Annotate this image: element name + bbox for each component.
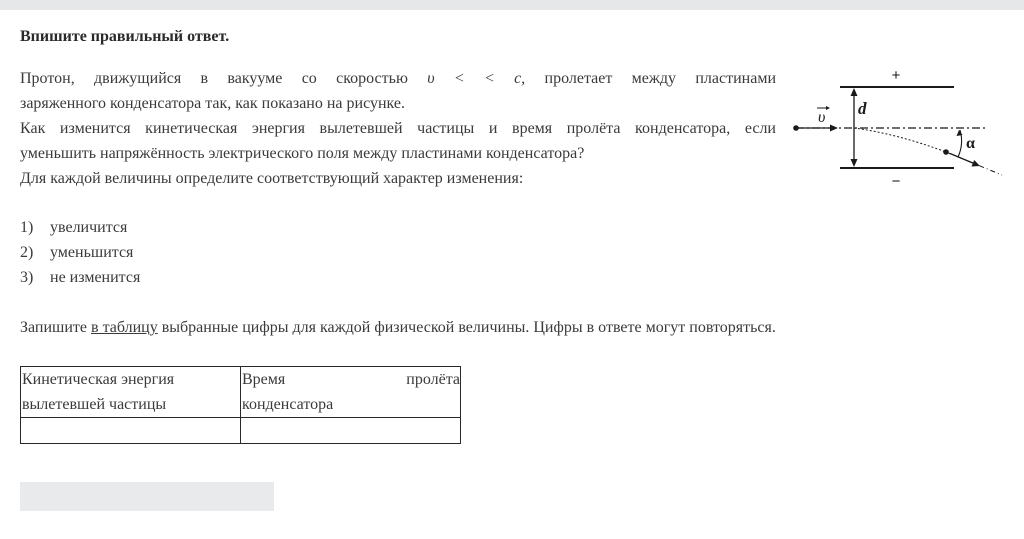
answer-table: [20, 366, 461, 444]
top-bar: [0, 0, 1024, 10]
task-line-2: заряженного конденсатора так, как показано на рисунке.: [20, 95, 406, 112]
option-text: не изменится: [50, 269, 141, 286]
instruction-after: выбранные цифры для каждой физической величины. Цифры в ответе могут повторяться.: [157, 319, 776, 336]
capacitor-diagram: [788, 64, 1012, 186]
option-3: [20, 265, 140, 290]
distance-arrow-head-top: [851, 88, 858, 96]
instruction-text: [20, 315, 776, 340]
speed-condition: υ < < c,: [427, 70, 526, 87]
deflected-path: [854, 128, 946, 152]
task-text: [20, 66, 776, 191]
header-flight-time: [241, 367, 461, 418]
option-text: увеличится: [50, 219, 128, 236]
velocity-vector-bar-head: [826, 106, 830, 110]
answer-submit-placeholder[interactable]: [20, 482, 274, 511]
task-line-3: Как изменится кинетическая энергия вылетевшей частицы и время пролёта конденсатора, если: [20, 120, 776, 137]
header-kinetic-energy-line-1: Кинетическая энергия: [22, 371, 175, 388]
plus-label: +: [891, 67, 901, 84]
angle-label: α: [966, 135, 975, 152]
task-line-5: Для каждой величины определите соответствующий характер изменения:: [20, 170, 524, 187]
velocity-label: υ: [818, 109, 826, 126]
answer-options: [20, 215, 140, 290]
header-flight-time-line-1: [242, 367, 460, 392]
distance-arrow-head-bottom: [851, 159, 858, 167]
angle-arc-head: [957, 130, 963, 136]
task-line-1: [20, 66, 776, 91]
answer-cell-kinetic-energy[interactable]: [21, 418, 241, 444]
exit-velocity-line: [950, 154, 974, 164]
answer-cell-flight-time[interactable]: [241, 418, 461, 444]
option-number: 3): [20, 269, 34, 286]
option-2: [20, 240, 140, 265]
option-1: [20, 215, 140, 240]
header-kinetic-energy: [21, 367, 241, 418]
task-line-1-before: Протон, движущийся в вакууме со скоростью: [20, 70, 408, 87]
minus-label: −: [891, 173, 901, 186]
header-flight-time-line-2: конденсатора: [242, 396, 334, 413]
option-number: 2): [20, 244, 34, 261]
header-flight-time-word-1: Время: [242, 371, 286, 388]
velocity-arrow-head: [830, 125, 838, 132]
instruction-before: Запишите: [20, 319, 92, 336]
option-number: 1): [20, 219, 34, 236]
header-flight-time-word-2: пролёта: [406, 371, 460, 388]
answer-table-header-row: [21, 367, 461, 418]
option-text: уменьшится: [50, 244, 134, 261]
task-line-1-after: пролетает между пластинами: [544, 70, 777, 87]
answer-table-input-row: [21, 418, 461, 444]
header-kinetic-energy-line-2: вылетевшей частицы: [22, 396, 167, 413]
distance-label: d: [858, 99, 867, 118]
task-heading: Впишите правильный ответ.: [20, 28, 230, 45]
table-link[interactable]: в таблицу: [91, 319, 158, 336]
task-line-4: уменьшить напряжённость электрического поля между пластинами конденсатора?: [20, 145, 585, 162]
